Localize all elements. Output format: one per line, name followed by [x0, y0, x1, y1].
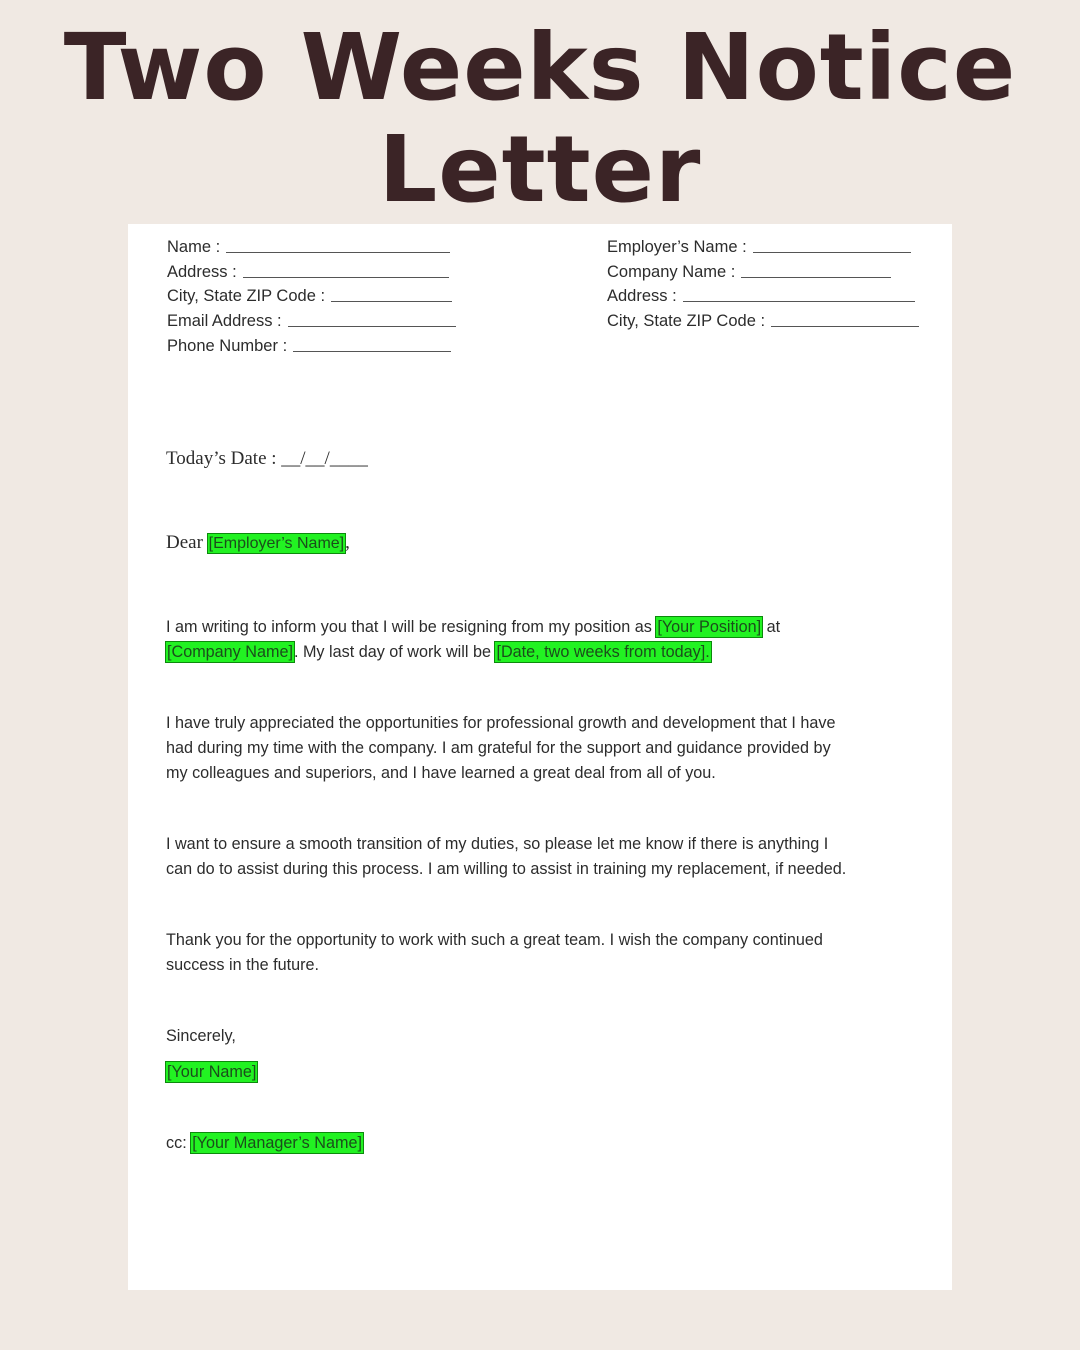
employer-field-name — [607, 232, 919, 257]
signature — [166, 1060, 906, 1085]
paragraph-appreciation — [166, 711, 906, 786]
paragraph-line: Thank you for the opportunity to work with such a great team. I wish the company continued — [166, 931, 823, 949]
sender-field-email — [167, 306, 456, 331]
field-label: Address : — [607, 287, 677, 306]
page-title: Two Weeks Notice — [63, 14, 1017, 121]
date-blank: __/__/____ — [281, 448, 368, 469]
letter-page — [128, 224, 952, 1290]
sender-field-city — [167, 282, 456, 307]
field-label: Address : — [167, 262, 237, 281]
employer-field-city — [607, 306, 919, 331]
field-label: City, State ZIP Code : — [167, 287, 326, 306]
closing-text: Sincerely, — [166, 1027, 236, 1045]
field-blank-line — [771, 312, 919, 327]
position-placeholder: [Your Position] — [657, 618, 762, 636]
sender-fields — [167, 232, 456, 356]
paragraph-thanks — [166, 928, 906, 978]
paragraph-transition — [166, 832, 906, 882]
field-label: Email Address : — [167, 312, 282, 331]
text-run: at — [766, 618, 781, 636]
last-day-placeholder: [Date, two weeks from today]. — [496, 643, 710, 661]
field-label: City, State ZIP Code : — [607, 312, 766, 331]
company-name-placeholder: [Company Name] — [167, 643, 293, 661]
salutation-text: Dear — [166, 532, 203, 553]
paragraph-line: success in the future. — [166, 956, 319, 974]
date-line — [166, 448, 368, 470]
cc-line — [166, 1131, 906, 1156]
employer-name-placeholder: [Employer’s Name] — [208, 535, 345, 552]
field-label: Phone Number : — [167, 336, 288, 355]
employer-field-company — [607, 257, 919, 282]
field-label: Company Name : — [607, 262, 736, 281]
field-blank-line — [288, 312, 456, 327]
cc-label: cc: — [166, 1134, 187, 1152]
field-blank-line — [741, 263, 891, 278]
date-label: Today’s Date : — [166, 448, 277, 469]
closing — [166, 1024, 906, 1049]
paragraph-line: can do to assist during this process. I am willing to assist in training my replacement, if needed. — [166, 860, 847, 878]
salutation-comma: , — [345, 532, 350, 553]
paragraph-line: had during my time with the company. I am grateful for the support and guidance provided by — [166, 739, 831, 757]
sender-field-name — [167, 232, 456, 257]
your-name-placeholder: [Your Name] — [167, 1063, 257, 1081]
field-blank-line — [331, 287, 452, 302]
salutation — [166, 532, 350, 554]
paragraph-line — [166, 615, 906, 640]
field-blank-line — [226, 238, 450, 253]
manager-name-placeholder: [Your Manager’s Name] — [192, 1134, 362, 1152]
field-label: Employer’s Name : — [607, 237, 747, 256]
text-run: I am writing to inform you that I will be resigning from my position as — [166, 618, 652, 636]
employer-fields — [607, 232, 919, 331]
sender-field-address — [167, 257, 456, 282]
sender-field-phone — [167, 331, 456, 356]
field-blank-line — [293, 337, 451, 352]
paragraph-line — [166, 640, 906, 665]
employer-field-address — [607, 282, 919, 307]
paragraph-resignation — [166, 615, 906, 665]
page-title-line-2: Letter — [378, 116, 702, 223]
paragraph-line: I want to ensure a smooth transition of my duties, so please let me know if there is anything I — [166, 835, 829, 853]
paragraph-line: I have truly appreciated the opportunities for professional growth and development that I have — [166, 714, 836, 732]
field-blank-line — [753, 238, 911, 253]
field-blank-line — [243, 263, 449, 278]
field-label: Name : — [167, 237, 221, 256]
field-blank-line — [683, 287, 915, 302]
text-run: . My last day of work will be — [293, 643, 491, 661]
paragraph-line: my colleagues and superiors, and I have learned a great deal from all of you. — [166, 764, 716, 782]
